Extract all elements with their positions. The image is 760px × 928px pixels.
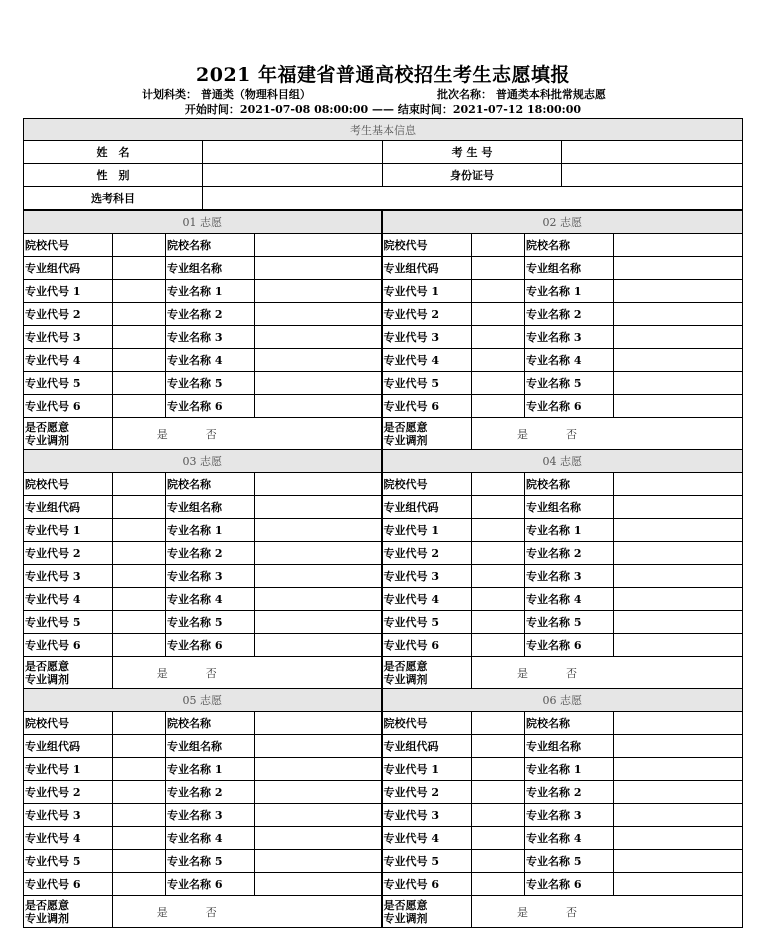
major-code-3-label: 专业代号 3: [382, 565, 472, 588]
choice-2-major-name-4-field[interactable]: [614, 349, 743, 372]
yes-option[interactable]: 是: [517, 666, 528, 680]
choice-4-major-name-5-field[interactable]: [614, 611, 743, 634]
choice-5-major-code-1-field[interactable]: [113, 758, 166, 781]
major-name-4-label: 专业名称 4: [525, 827, 614, 850]
table-row: [24, 280, 743, 303]
choice-1-group-code-field[interactable]: [113, 257, 166, 280]
choice-4-title: 04 志愿: [382, 450, 743, 473]
choice-1-title: 01 志愿: [24, 211, 382, 234]
school-code-label: 院校代号: [24, 473, 113, 496]
choice-3-major-code-5-field[interactable]: [113, 611, 166, 634]
major-name-2-label: 专业名称 2: [525, 781, 614, 804]
group-name-label: 专业组名称: [166, 735, 255, 758]
choice-6-group-code-field[interactable]: [472, 735, 525, 758]
major-code-6-label: 专业代号 6: [24, 873, 113, 896]
choice-3-group-name-field[interactable]: [255, 496, 382, 519]
choice-5-major-name-2-field[interactable]: [255, 781, 382, 804]
table-row: [24, 395, 743, 418]
choice-4-major-code-3-field[interactable]: [472, 565, 525, 588]
table-row: [24, 611, 743, 634]
choice-2-major-code-2-field[interactable]: [472, 303, 525, 326]
major-name-5-label: 专业名称 5: [525, 850, 614, 873]
exam-number-label: 考 生 号: [383, 141, 562, 164]
table-row: [24, 634, 743, 657]
choice-1-major-name-1-field[interactable]: [255, 280, 382, 303]
choice-5-title: 05 志愿: [24, 689, 382, 712]
page-title: 2021 年福建省普通高校招生考生志愿填报: [196, 64, 570, 86]
major-code-6-label: 专业代号 6: [382, 395, 472, 418]
table-row: [24, 519, 743, 542]
choice-2-title: 02 志愿: [382, 211, 743, 234]
group-code-label: 专业组代码: [382, 735, 472, 758]
choice-2-adjust-options: [472, 418, 743, 450]
table-row: [24, 781, 743, 804]
adjust-label-line2: 专业调剂: [383, 911, 428, 925]
choice-2-group-code-field[interactable]: [472, 257, 525, 280]
major-code-1-label: 专业代号 1: [382, 280, 472, 303]
major-code-5-label: 专业代号 5: [24, 372, 113, 395]
major-name-5-label: 专业名称 5: [525, 372, 614, 395]
choice-1-major-code-6-field[interactable]: [113, 395, 166, 418]
major-code-1-label: 专业代号 1: [382, 758, 472, 781]
major-name-3-label: 专业名称 3: [166, 804, 255, 827]
major-name-2-label: 专业名称 2: [525, 303, 614, 326]
major-code-2-label: 专业代号 2: [382, 542, 472, 565]
table-row: [24, 496, 743, 519]
choice-1-major-code-4-field[interactable]: [113, 349, 166, 372]
major-name-6-label: 专业名称 6: [166, 634, 255, 657]
group-code-label: 专业组代码: [24, 735, 113, 758]
table-row: [24, 234, 743, 257]
choice-1-adjust-options: [113, 418, 382, 450]
adjust-label-line2: 专业调剂: [25, 911, 69, 925]
major-code-5-label: 专业代号 5: [24, 611, 113, 634]
choice-3-major-name-2-field[interactable]: [255, 542, 382, 565]
major-name-4-label: 专业名称 4: [525, 349, 614, 372]
choice-5-group-code-field[interactable]: [113, 735, 166, 758]
school-code-label: 院校代号: [382, 473, 472, 496]
choice-4-school-code-field[interactable]: [472, 473, 525, 496]
table-row: [24, 349, 743, 372]
choice-2-major-name-1-field[interactable]: [614, 280, 743, 303]
gender-label: 性 别: [24, 164, 203, 187]
batch-name: 批次名称： 普通类本科批常规志愿: [437, 88, 606, 101]
major-name-3-label: 专业名称 3: [525, 326, 614, 349]
table-row: [24, 303, 743, 326]
choice-2-major-code-5-field[interactable]: [472, 372, 525, 395]
group-name-label: 专业组名称: [525, 257, 614, 280]
table-row: [24, 712, 743, 735]
major-name-1-label: 专业名称 1: [166, 758, 255, 781]
choice-3-major-name-1-field[interactable]: [255, 519, 382, 542]
major-code-5-label: 专业代号 5: [382, 372, 472, 395]
major-code-3-label: 专业代号 3: [382, 804, 472, 827]
choice-6-major-name-3-field[interactable]: [614, 804, 743, 827]
subjects-label: 选考科目: [24, 187, 203, 210]
choice-6-adjust-options: [472, 896, 743, 928]
major-code-6-label: 专业代号 6: [24, 395, 113, 418]
choice-5-school-code-field[interactable]: [113, 712, 166, 735]
table-row: [24, 257, 743, 280]
yes-option[interactable]: 是: [156, 666, 168, 680]
subjects-field[interactable]: [203, 187, 743, 210]
choice-3-major-name-5-field[interactable]: [255, 611, 382, 634]
name-field[interactable]: [203, 141, 383, 164]
no-option[interactable]: 否: [205, 427, 217, 441]
choice-3-major-code-4-field[interactable]: [113, 588, 166, 611]
group-code-label: 专业组代码: [382, 257, 472, 280]
major-code-6-label: 专业代号 6: [382, 873, 472, 896]
major-name-3-label: 专业名称 3: [166, 326, 255, 349]
basic-info-section-title: 考生基本信息: [24, 119, 743, 141]
choice-1-major-name-5-field[interactable]: [255, 372, 382, 395]
major-code-4-label: 专业代号 4: [382, 827, 472, 850]
major-name-6-label: 专业名称 6: [525, 395, 614, 418]
choice-3-school-name-field[interactable]: [255, 473, 382, 496]
major-name-4-label: 专业名称 4: [166, 827, 255, 850]
choice-4-school-name-field[interactable]: [614, 473, 743, 496]
major-name-5-label: 专业名称 5: [166, 611, 255, 634]
choice-3-adjust-options: [113, 657, 382, 689]
choice-2-major-code-3-field[interactable]: [472, 326, 525, 349]
choice-4-adjust-options: [472, 657, 743, 689]
choice-4-major-code-4-field[interactable]: [472, 588, 525, 611]
choice-1-major-code-2-field[interactable]: [113, 303, 166, 326]
major-code-2-label: 专业代号 2: [24, 542, 113, 565]
table-row: [24, 473, 743, 496]
choice-2-major-name-5-field[interactable]: [614, 372, 743, 395]
choice-5-group-name-field[interactable]: [255, 735, 382, 758]
no-option[interactable]: 否: [566, 905, 577, 919]
adjust-label-line1: 是否愿意: [25, 420, 69, 434]
no-option[interactable]: 否: [205, 666, 217, 680]
major-code-3-label: 专业代号 3: [24, 565, 113, 588]
choice-2-major-name-3-field[interactable]: [614, 326, 743, 349]
choice-6-major-code-4-field[interactable]: [472, 827, 525, 850]
choice-6-group-name-field[interactable]: [614, 735, 743, 758]
adjust-label-line1: 是否愿意: [25, 659, 69, 673]
choice-2-school-name-field[interactable]: [614, 234, 743, 257]
choice-6-major-code-6-field[interactable]: [472, 873, 525, 896]
adjust-label-line2: 专业调剂: [383, 433, 428, 447]
major-code-4-label: 专业代号 4: [382, 349, 472, 372]
choice-3-major-name-3-field[interactable]: [255, 565, 382, 588]
adjust-label-line1: 是否愿意: [25, 898, 69, 912]
table-row: [24, 372, 743, 395]
choice-6-major-name-5-field[interactable]: [614, 850, 743, 873]
choice-1-major-code-3-field[interactable]: [113, 326, 166, 349]
major-code-1-label: 专业代号 1: [24, 280, 113, 303]
major-code-4-label: 专业代号 4: [24, 827, 113, 850]
adjust-label: [24, 896, 113, 928]
choice-3-major-name-4-field[interactable]: [255, 588, 382, 611]
choice-5-major-code-5-field[interactable]: [113, 850, 166, 873]
group-name-label: 专业组名称: [166, 496, 255, 519]
id-number-field[interactable]: [562, 164, 743, 187]
school-name-label: 院校名称: [166, 473, 255, 496]
major-name-6-label: 专业名称 6: [525, 873, 614, 896]
choice-3-major-code-6-field[interactable]: [113, 634, 166, 657]
choice-2-major-code-6-field[interactable]: [472, 395, 525, 418]
adjust-label-line2: 专业调剂: [383, 672, 428, 686]
choice-1-major-name-2-field[interactable]: [255, 303, 382, 326]
choice-4-major-name-3-field[interactable]: [614, 565, 743, 588]
name-label: 姓 名: [24, 141, 203, 164]
major-code-5-label: 专业代号 5: [24, 850, 113, 873]
group-code-label: 专业组代码: [24, 257, 113, 280]
major-name-1-label: 专业名称 1: [166, 280, 255, 303]
choice-4-major-code-1-field[interactable]: [472, 519, 525, 542]
table-row: [24, 326, 743, 349]
choice-5-adjust-options: [113, 896, 382, 928]
choice-3-major-code-3-field[interactable]: [113, 565, 166, 588]
group-name-label: 专业组名称: [525, 496, 614, 519]
major-name-4-label: 专业名称 4: [166, 349, 255, 372]
major-code-1-label: 专业代号 1: [24, 758, 113, 781]
choice-6-major-name-6-field[interactable]: [614, 873, 743, 896]
major-name-2-label: 专业名称 2: [166, 542, 255, 565]
school-name-label: 院校名称: [525, 712, 614, 735]
choice-5-major-name-4-field[interactable]: [255, 827, 382, 850]
choice-5-school-name-field[interactable]: [255, 712, 382, 735]
adjust-label: [24, 657, 113, 689]
major-code-2-label: 专业代号 2: [24, 303, 113, 326]
choice-5-major-code-4-field[interactable]: [113, 827, 166, 850]
group-name-label: 专业组名称: [166, 257, 255, 280]
table-row: [24, 873, 743, 896]
group-code-label: 专业组代码: [382, 496, 472, 519]
adjust-label-line1: 是否愿意: [383, 659, 428, 673]
major-name-4-label: 专业名称 4: [166, 588, 255, 611]
choice-4-major-name-6-field[interactable]: [614, 634, 743, 657]
major-name-1-label: 专业名称 1: [525, 519, 614, 542]
choice-4-major-code-2-field[interactable]: [472, 542, 525, 565]
choice-5-major-name-1-field[interactable]: [255, 758, 382, 781]
choice-1-school-code-field[interactable]: [113, 234, 166, 257]
choice-1-major-name-3-field[interactable]: [255, 326, 382, 349]
choice-1-school-name-field[interactable]: [255, 234, 382, 257]
choice-5-major-code-6-field[interactable]: [113, 873, 166, 896]
choice-2-major-code-4-field[interactable]: [472, 349, 525, 372]
major-name-3-label: 专业名称 3: [525, 804, 614, 827]
choice-2-school-code-field[interactable]: [472, 234, 525, 257]
choice-1-major-code-1-field[interactable]: [113, 280, 166, 303]
adjust-label-line2: 专业调剂: [25, 433, 69, 447]
major-name-2-label: 专业名称 2: [525, 542, 614, 565]
exam-number-field[interactable]: [562, 141, 743, 164]
major-code-1-label: 专业代号 1: [24, 519, 113, 542]
choice-2-major-name-2-field[interactable]: [614, 303, 743, 326]
school-name-label: 院校名称: [166, 234, 255, 257]
major-name-1-label: 专业名称 1: [525, 280, 614, 303]
table-row: [24, 735, 743, 758]
choice-3-major-code-2-field[interactable]: [113, 542, 166, 565]
adjust-label-line1: 是否愿意: [383, 420, 428, 434]
major-name-3-label: 专业名称 3: [525, 565, 614, 588]
choice-1-major-name-6-field[interactable]: [255, 395, 382, 418]
choice-3-title: 03 志愿: [24, 450, 382, 473]
major-code-5-label: 专业代号 5: [382, 611, 472, 634]
choice-3-major-name-6-field[interactable]: [255, 634, 382, 657]
major-code-3-label: 专业代号 3: [24, 804, 113, 827]
adjust-label-line2: 专业调剂: [25, 672, 69, 686]
no-option[interactable]: 否: [205, 905, 217, 919]
choice-3-major-code-1-field[interactable]: [113, 519, 166, 542]
school-name-label: 院校名称: [166, 712, 255, 735]
choice-5-major-code-2-field[interactable]: [113, 781, 166, 804]
major-name-6-label: 专业名称 6: [166, 873, 255, 896]
major-code-1-label: 专业代号 1: [382, 519, 472, 542]
time-range: 开始时间：2021-07-08 08:00:00 —— 结束时间：2021-07-12 18:00:00: [184, 103, 582, 116]
adjust-label: [24, 418, 113, 450]
table-row: [24, 588, 743, 611]
table-row: [24, 565, 743, 588]
major-code-3-label: 专业代号 3: [382, 326, 472, 349]
major-name-5-label: 专业名称 5: [166, 372, 255, 395]
school-code-label: 院校代号: [24, 712, 113, 735]
gender-field[interactable]: [203, 164, 383, 187]
major-code-6-label: 专业代号 6: [24, 634, 113, 657]
choice-1-major-code-5-field[interactable]: [113, 372, 166, 395]
school-code-label: 院校代号: [24, 234, 113, 257]
adjust-label: [382, 657, 472, 689]
adjust-label-line1: 是否愿意: [383, 898, 428, 912]
id-number-label: 身份证号: [383, 164, 562, 187]
table-row: [24, 804, 743, 827]
choice-6-major-name-1-field[interactable]: [614, 758, 743, 781]
major-code-5-label: 专业代号 5: [382, 850, 472, 873]
table-row: [24, 758, 743, 781]
choice-2-major-name-6-field[interactable]: [614, 395, 743, 418]
group-code-label: 专业组代码: [24, 496, 113, 519]
major-name-1-label: 专业名称 1: [525, 758, 614, 781]
choice-5-major-code-3-field[interactable]: [113, 804, 166, 827]
choice-4-group-name-field[interactable]: [614, 496, 743, 519]
table-row: [24, 850, 743, 873]
major-name-3-label: 专业名称 3: [166, 565, 255, 588]
choice-1-group-name-field[interactable]: [255, 257, 382, 280]
choice-5-major-name-5-field[interactable]: [255, 850, 382, 873]
major-code-4-label: 专业代号 4: [382, 588, 472, 611]
yes-option[interactable]: 是: [517, 905, 528, 919]
major-code-2-label: 专业代号 2: [24, 781, 113, 804]
choices-table: [23, 210, 743, 928]
choice-6-major-code-2-field[interactable]: [472, 781, 525, 804]
choice-6-major-code-1-field[interactable]: [472, 758, 525, 781]
adjust-label: [382, 418, 472, 450]
choice-5-major-name-6-field[interactable]: [255, 873, 382, 896]
plan-type: 计划科类： 普通类（物理科目组）: [142, 88, 311, 101]
major-code-2-label: 专业代号 2: [382, 303, 472, 326]
choice-6-major-name-4-field[interactable]: [614, 827, 743, 850]
choice-5-major-name-3-field[interactable]: [255, 804, 382, 827]
choice-1-major-name-4-field[interactable]: [255, 349, 382, 372]
major-code-6-label: 专业代号 6: [382, 634, 472, 657]
major-name-5-label: 专业名称 5: [525, 611, 614, 634]
major-name-6-label: 专业名称 6: [166, 395, 255, 418]
choice-2-major-code-1-field[interactable]: [472, 280, 525, 303]
choice-6-major-name-2-field[interactable]: [614, 781, 743, 804]
school-code-label: 院校代号: [382, 234, 472, 257]
major-name-5-label: 专业名称 5: [166, 850, 255, 873]
choice-2-group-name-field[interactable]: [614, 257, 743, 280]
choice-6-major-code-5-field[interactable]: [472, 850, 525, 873]
major-name-4-label: 专业名称 4: [525, 588, 614, 611]
choice-6-school-name-field[interactable]: [614, 712, 743, 735]
yes-option[interactable]: 是: [156, 905, 168, 919]
major-name-1-label: 专业名称 1: [166, 519, 255, 542]
yes-option[interactable]: 是: [517, 427, 528, 441]
choice-4-major-code-5-field[interactable]: [472, 611, 525, 634]
no-option[interactable]: 否: [566, 427, 577, 441]
school-code-label: 院校代号: [382, 712, 472, 735]
basic-info-table: [23, 118, 743, 210]
school-name-label: 院校名称: [525, 473, 614, 496]
no-option[interactable]: 否: [566, 666, 577, 680]
choice-4-major-code-6-field[interactable]: [472, 634, 525, 657]
major-name-2-label: 专业名称 2: [166, 303, 255, 326]
major-code-4-label: 专业代号 4: [24, 349, 113, 372]
choice-4-group-code-field[interactable]: [472, 496, 525, 519]
major-name-6-label: 专业名称 6: [525, 634, 614, 657]
choice-4-major-name-1-field[interactable]: [614, 519, 743, 542]
choice-4-major-name-2-field[interactable]: [614, 542, 743, 565]
group-name-label: 专业组名称: [525, 735, 614, 758]
adjust-label: [382, 896, 472, 928]
choice-6-major-code-3-field[interactable]: [472, 804, 525, 827]
choice-3-school-code-field[interactable]: [113, 473, 166, 496]
yes-option[interactable]: 是: [156, 427, 168, 441]
school-name-label: 院校名称: [525, 234, 614, 257]
choice-6-school-code-field[interactable]: [472, 712, 525, 735]
major-name-2-label: 专业名称 2: [166, 781, 255, 804]
table-row: [24, 827, 743, 850]
major-code-4-label: 专业代号 4: [24, 588, 113, 611]
choice-4-major-name-4-field[interactable]: [614, 588, 743, 611]
choice-3-group-code-field[interactable]: [113, 496, 166, 519]
table-row: [24, 542, 743, 565]
choice-6-title: 06 志愿: [382, 689, 743, 712]
major-code-3-label: 专业代号 3: [24, 326, 113, 349]
major-code-2-label: 专业代号 2: [382, 781, 472, 804]
